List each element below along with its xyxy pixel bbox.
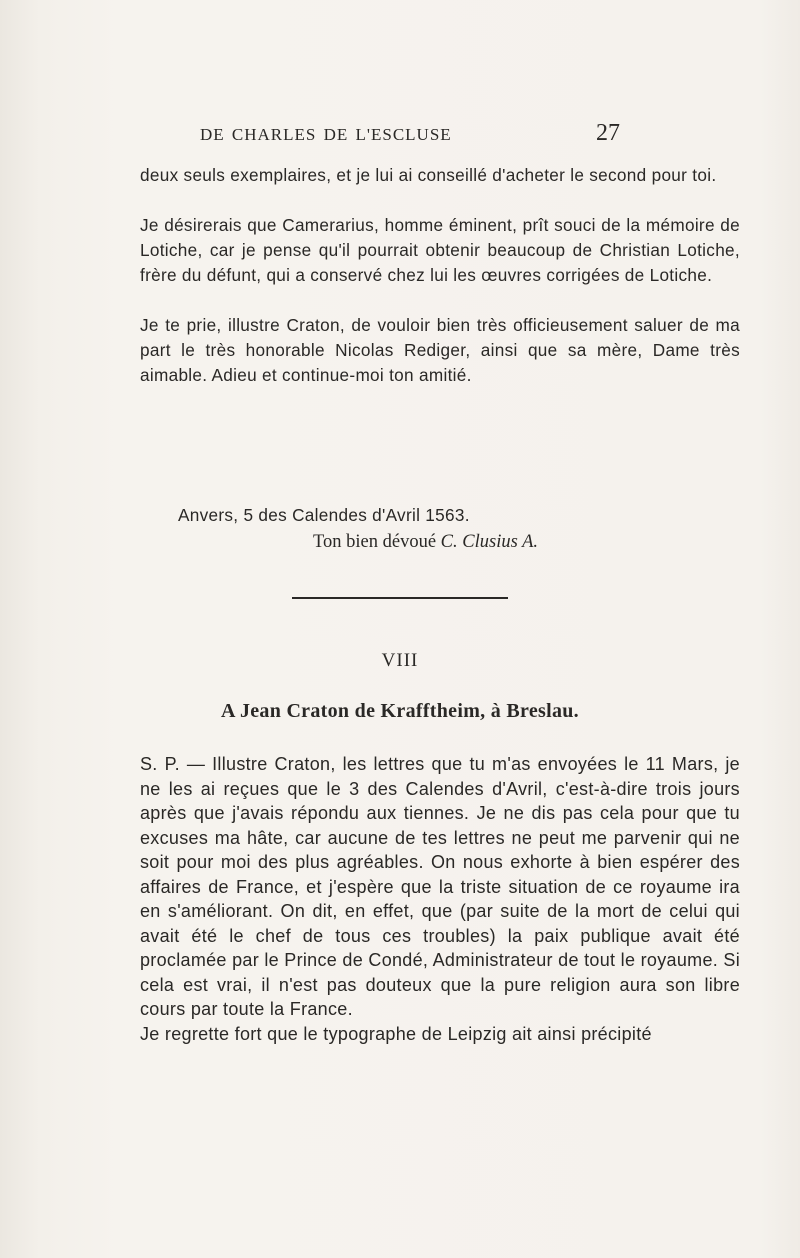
paragraph: Je désirerais que Camerarius, homme éminent, prît souci de la mémoire de Lotiche, car je pense qu'il pourrait obtenir beaucoup de Christian Lotiche, frère du défunt, qui a conservé chez lui les œuvres corrigées de Lotiche. — [140, 215, 740, 285]
closing-formula: Ton bien dévoué — [313, 532, 437, 552]
paragraph: S. P. — Illustre Craton, les lettres que tu m'as envoyées le 11 Mars, je ne les ai reçues que le 3 des Calendes d'Avril, c'est-à-dire trois jours après que j'avais répondu aux tiennes. Je ne dis pas cela pour que tu excuses ma hâte, car aucune de tes lettres ne peut me parvenir qui ne soit pour moi des plus agréables. On nous exhorte à bien espérer des affaires de France, et j'espère que la triste situation de ce royaume ira en s'améliorant. On dit, en effet, que (par suite de la mort de celui qui avait été le chef de tous ces troubles) la paix publique avait été proclamée par le Prince de Condé, Administrateur de tout le royaume. Si cela est vrai, il n'est pas douteux que la pure religion aura son libre cours par toute la France. — [140, 754, 740, 1019]
section-separator — [292, 597, 508, 599]
running-head: DE CHARLES DE L'ESCLUSE — [200, 125, 452, 144]
page-header — [200, 120, 620, 149]
signature-line — [313, 532, 538, 553]
letter-number: VIII — [381, 650, 419, 671]
letter-vii-ending — [140, 163, 740, 388]
place-date: Anvers, 5 des Calendes d'Avril 1563. — [178, 505, 470, 525]
paragraph: deux seuls exemplaires, et je lui ai conseillé d'acheter le second pour toi. — [140, 165, 717, 185]
letter-viii-body — [140, 752, 740, 1046]
signature: C. Clusius A. — [440, 532, 538, 552]
paragraph: Je te prie, illustre Craton, de vouloir bien très officieusement saluer de ma part le très honorable Nicolas Rediger, ainsi que sa mère, Dame très aimable. Adieu et continue-moi ton amitié. — [140, 315, 740, 385]
paragraph: Je regrette fort que le typographe de Leipzig ait ainsi précipité — [140, 1023, 652, 1044]
page-number: 27 — [596, 120, 620, 146]
letter-heading: A Jean Craton de Krafftheim, à Breslau. — [221, 700, 579, 722]
